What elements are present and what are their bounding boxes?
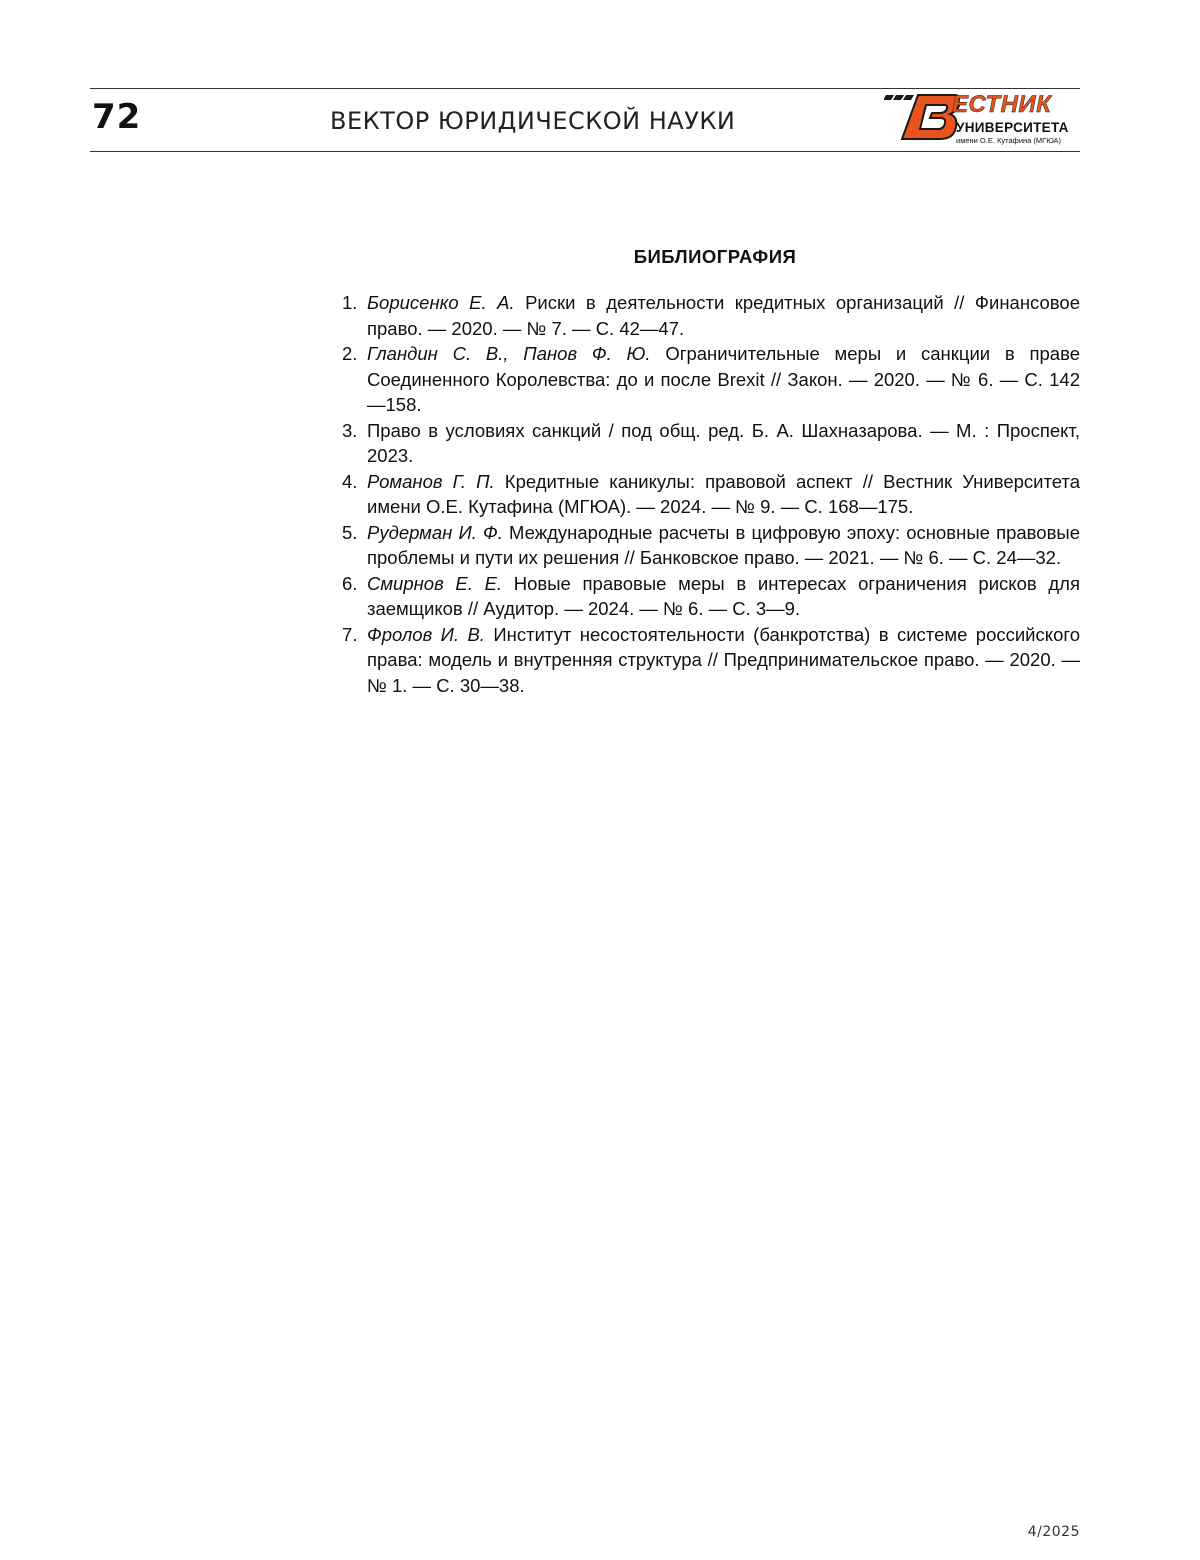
reference-item (340, 341, 1080, 418)
reference-item (340, 290, 1080, 341)
reference-text: Ограничительные меры и санкции в праве Соединенного Королевства: до и после Brexit // Закон. — 2020. — № 6. — С. 142—158. (367, 343, 1080, 415)
page-number: 72 (92, 97, 142, 137)
logo-word: ЕСТНИК (952, 91, 1052, 118)
reference-item (340, 571, 1080, 622)
reference-text: Новые правовые меры в интересах ограничения рисков для заемщиков // Аудитор. — 2024. — № 6. — С. 3—9. (367, 572, 1080, 619)
reference-list (340, 290, 1080, 698)
reference-author: Рудерман И. Ф. (367, 521, 503, 543)
page-header (90, 88, 1080, 152)
reference-number: 4. (342, 470, 358, 492)
reference-number: 1. (342, 292, 358, 313)
section-title: ВЕКТОР ЮРИДИЧЕСКОЙ НАУКИ (330, 107, 736, 135)
logo-v-mark-icon (884, 91, 960, 147)
reference-item (340, 469, 1080, 520)
bibliography-heading: БИБЛИОГРАФИЯ (633, 246, 797, 267)
reference-number: 2. (342, 343, 358, 364)
reference-number: 5. (342, 521, 358, 543)
reference-author: Романов Г. П. (367, 470, 495, 492)
reference-item (340, 622, 1080, 699)
reference-number: 7. (342, 623, 358, 645)
issue-number: 4/2025 (1027, 1524, 1080, 1540)
reference-number: 3. (342, 419, 358, 441)
reference-number: 6. (342, 572, 358, 594)
reference-text: Кредитные каникулы: правовой аспект // Вестник Университета имени О.Е. Кутафина (МГЮА). — 2024. — № 9. — С. 168—175. (367, 470, 1080, 517)
reference-author: Фролов И. В. (367, 623, 485, 645)
journal-logo (884, 91, 1080, 147)
reference-author: Смирнов Е. Е. (367, 572, 503, 594)
reference-author: Борисенко Е. А. (367, 292, 515, 313)
bibliography-section (340, 246, 1080, 698)
logo-university: УНИВЕРСИТЕТА (956, 120, 1069, 135)
reference-item (340, 418, 1080, 469)
reference-text: Право в условиях санкций / под общ. ред. Б. А. Шахназарова. — М. : Проспект, 2023. (367, 419, 1080, 466)
reference-text: Международные расчеты в цифровую эпоху: основные правовые проблемы и пути их решения // Банковское право. — 2021. — № 6. — С. 24—32. (367, 521, 1080, 568)
logo-subtitle: имени О.Е. Кутафина (МГЮА) (956, 136, 1062, 145)
reference-author: Гландин С. В., Панов Ф. Ю. (367, 343, 651, 364)
reference-item (340, 520, 1080, 571)
reference-text: Институт несостоятельности (банкротства) в системе российского права: модель и внутренняя структура // Предпринимательское право. — 2020. — № 1. — С. 30—38. (367, 623, 1080, 696)
reference-text: Риски в деятельности кредитных организаций // Финансовое право. — 2020. — № 7. — С. 42—47. (367, 292, 1081, 339)
